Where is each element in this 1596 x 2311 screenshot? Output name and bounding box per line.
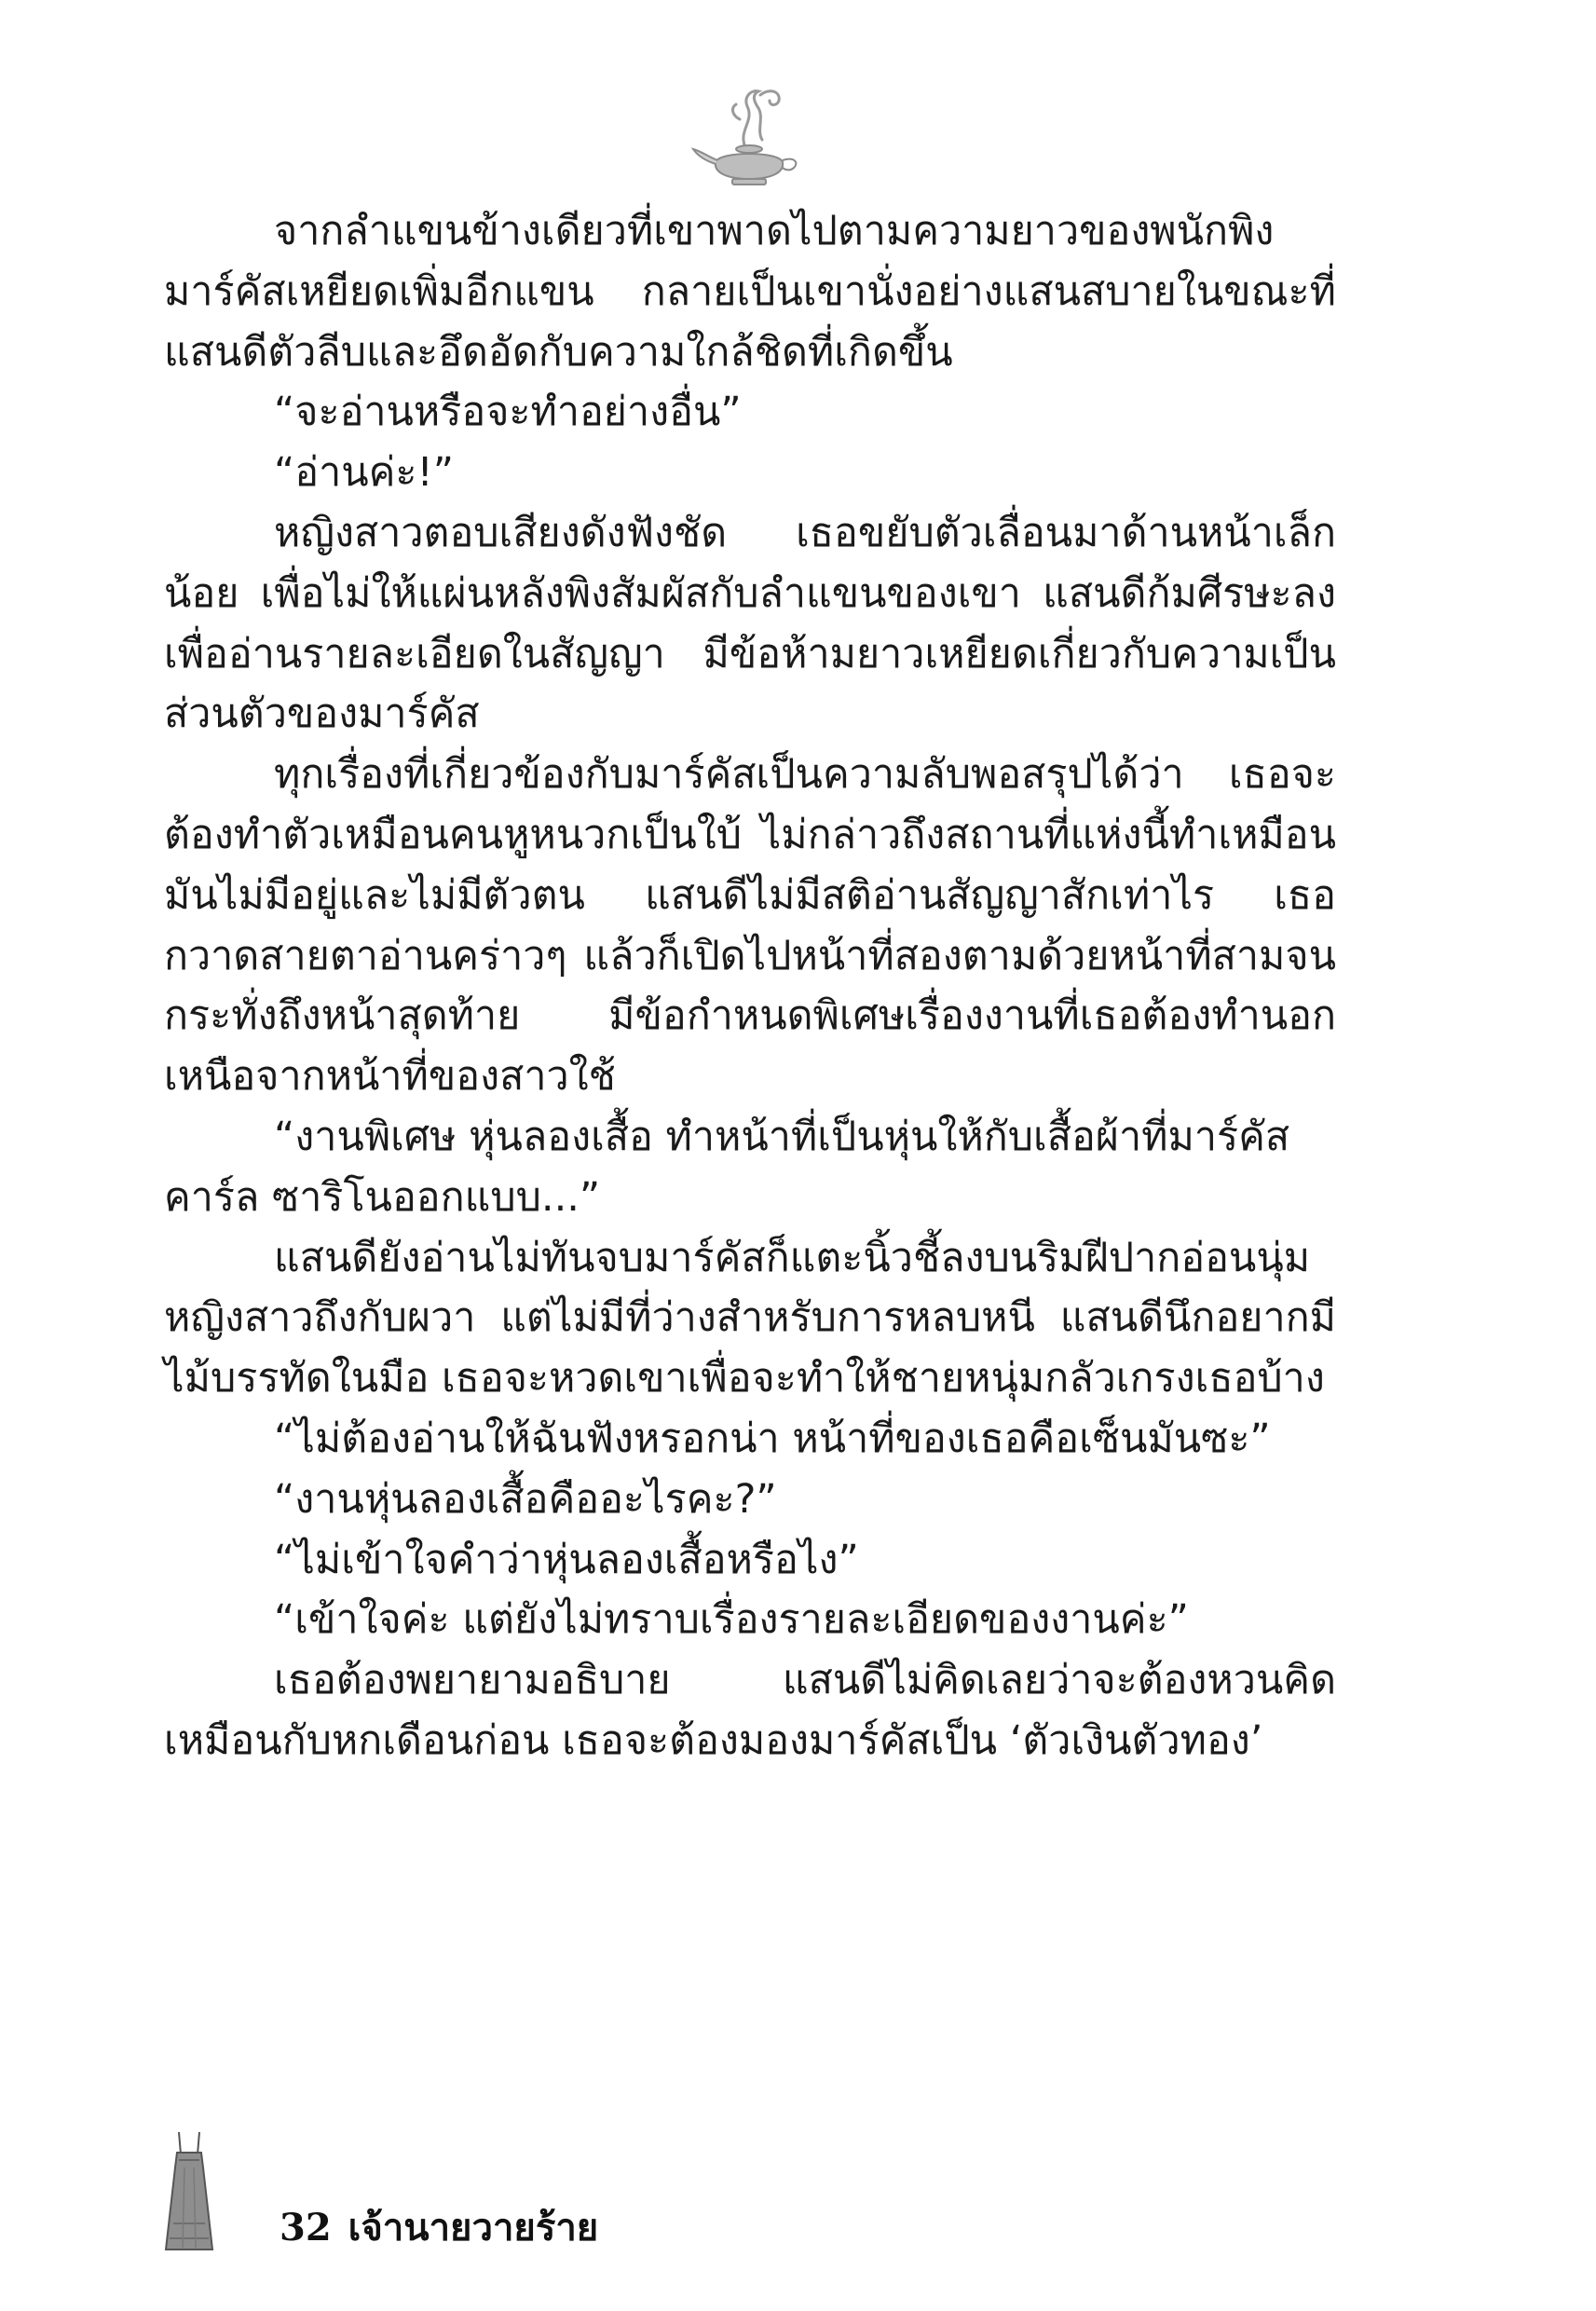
dialogue-line: “ไม่ต้องอ่านให้ฉันฟังหรอกน่า หน้าที่ของเธอคือเซ็นมันซะ” (274, 1415, 1271, 1462)
paragraph: จากลำแขนข้างเดียวที่เขาพาดไปตามความยาวของพนักพิงมาร์คัสเหยียดเพิ่มอีกแขน กลายเป็นเขานั่งอย่างแสนสบายในขณะที่แสนดีตัวลีบและอึดอัดกับความใกล้ชิดที่เกิดขึ้น (164, 208, 1336, 376)
page-footer (157, 2130, 809, 2270)
paragraph: ทุกเรื่องที่เกี่ยวข้องกับมาร์คัสเป็นความลับพอสรุปได้ว่า เธอจะต้องทำตัวเหมือนคนหูหนวกเป็นใบ้ ไม่กล่าวถึงสถานที่แห่งนี้ทำเหมือนมันไม่มีอยู่และไม่มีตัวตน แสนดีไม่มีสติอ่านสัญญาสักเท่าไร เธอกวาดสายตาอ่านคร่าวๆ แล้วก็เปิดไปหน้าที่สองตามด้วยหน้าที่สามจนกระทั่งถึงหน้าสุดท้าย มีข้อกำหนดพิเศษเรื่องงานที่เธอต้องทำนอกเหนือจากหน้าที่ของสาวใช้ (164, 751, 1336, 1101)
dialogue-line: “เข้าใจค่ะ แต่ยังไม่ทราบเรื่องรายละเอียดของงานค่ะ” (274, 1596, 1189, 1644)
body-text (164, 201, 1336, 1771)
dialogue-line: “งานหุ่นลองเสื้อคืออะไรคะ?” (274, 1475, 777, 1523)
teapot-genie-icon (689, 82, 811, 194)
dialogue-line: “อ่านค่ะ!” (274, 449, 455, 497)
dress-icon (157, 2130, 222, 2261)
paragraph: แสนดียังอ่านไม่ทันจบมาร์คัสก็แตะนิ้วชี้ลงบนริมฝีปากอ่อนนุ่มหญิงสาวถึงกับผวา แต่ไม่มีที่ว่างสำหรับการหลบหนี แสนดีนึกอยากมีไม้บรรทัดในมือ เธอจะหวดเขาเพื่อจะทำให้ชายหนุ่มกลัวเกรงเธอบ้าง (164, 1234, 1336, 1402)
dialogue-line: “งานพิเศษ หุ่นลองเสื้อ ทำหน้าที่เป็นหุ่นให้กับเสื้อผ้าที่มาร์คัส คาร์ล ซาริโนออกแบบ...” (164, 1113, 1290, 1221)
dialogue-line: “ไม่เข้าใจคำว่าหุ่นลองเสื้อหรือไง” (274, 1536, 859, 1583)
paragraph: หญิงสาวตอบเสียงดังฟังชัด เธอขยับตัวเลื่อนมาด้านหน้าเล็กน้อย เพื่อไม่ให้แผ่นหลังพิงสัมผัสกับลำแขนของเขา แสนดีก้มศีรษะลงเพื่ออ่านรายละเอียดในสัญญา มีข้อห้ามยาวเหยียดเกี่ยวกับความเป็นส่วนตัวของมาร์คัส (164, 509, 1336, 738)
page-number: 32 (280, 2206, 332, 2249)
paragraph: เธอต้องพยายามอธิบาย แสนดีไม่คิดเลยว่าจะต้องหวนคิดเหมือนกับหกเดือนก่อน เธอจะต้องมองมาร์คัสเป็น ‘ตัวเงินตัวทอง’ (164, 1657, 1336, 1764)
book-title: เจ้านายวายร้าย (348, 2206, 599, 2249)
dialogue-line: “จะอ่านหรือจะทำอย่างอื่น” (274, 389, 742, 436)
footer-label (280, 2197, 598, 2257)
